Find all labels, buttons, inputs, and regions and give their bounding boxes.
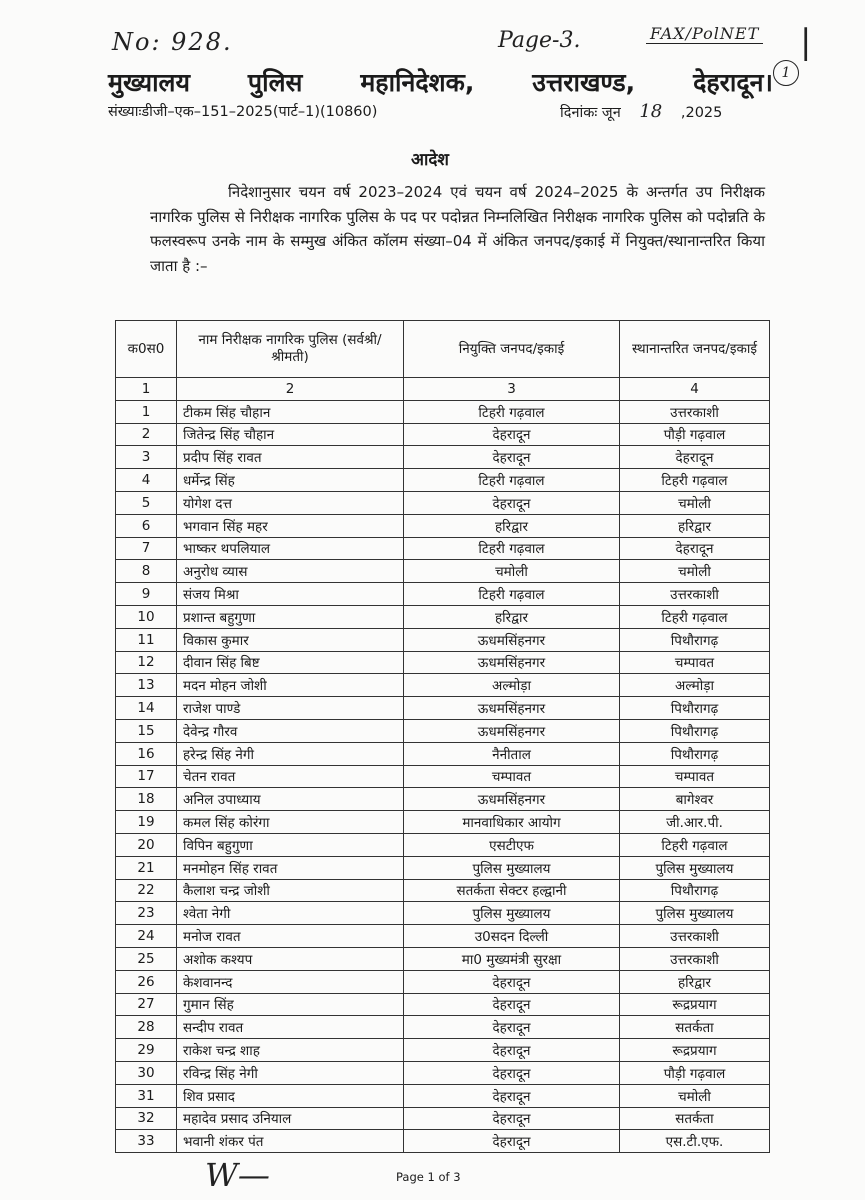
table-row [116, 423, 770, 446]
name-cell: विकास कुमार [177, 628, 404, 651]
title-word: मुख्यालय [108, 68, 191, 97]
order-paragraph: निदेशानुसार चयन वर्ष 2023–2024 एवं चयन वर्ष 2024–2025 के अन्तर्गत उप निरीक्षक नागरिक पुलिस से निरीक्षक नागरिक पुलिस के पद पर पदोन्नत निम्नलिखित निरीक्षक नागरिक पुलिस को पदोन्नति के फलस्वरूप उनके नाम के सम्मुख अंकित कॉलम संख्या–04 में अंकित जनपद/इकाई में नियुक्त/स्थानान्तरित किया जाता है :– [150, 183, 765, 275]
serial-cell: 1 [116, 400, 177, 423]
page-number: Page 1 of 3 [396, 1170, 461, 1184]
appointed-district-cell: देहरादून [404, 1039, 620, 1062]
transferred-district-cell: उत्तरकाशी [620, 583, 770, 606]
transferred-district-cell: रूद्रप्रयाग [620, 1039, 770, 1062]
table-row [116, 628, 770, 651]
name-cell: दीवान सिंह बिष्ट [177, 651, 404, 674]
serial-cell: 29 [116, 1039, 177, 1062]
name-cell: सन्दीप रावत [177, 1016, 404, 1039]
transferred-district-cell: टिहरी गढ़वाल [620, 469, 770, 492]
appointed-district-cell: टिहरी गढ़वाल [404, 400, 620, 423]
transferred-district-cell: पिथौरागढ़ [620, 742, 770, 765]
table-row [116, 605, 770, 628]
table-row [116, 1061, 770, 1084]
table-row [116, 583, 770, 606]
name-cell: जितेन्द्र सिंह चौहान [177, 423, 404, 446]
name-cell: अशोक कश्यप [177, 947, 404, 970]
serial-cell: 6 [116, 514, 177, 537]
table-row [116, 833, 770, 856]
transferred-district-cell: पौड़ी गढ़वाल [620, 423, 770, 446]
name-cell: भगवान सिंह महर [177, 514, 404, 537]
office-title [108, 65, 773, 99]
appointed-district-cell: चमोली [404, 560, 620, 583]
appointed-district-cell: पुलिस मुख्यालय [404, 856, 620, 879]
appointed-district-cell: पुलिस मुख्यालय [404, 902, 620, 925]
name-cell: देवेन्द्र गौरव [177, 719, 404, 742]
transferred-district-cell: पौड़ी गढ़वाल [620, 1061, 770, 1084]
table-row [116, 560, 770, 583]
transferred-district-cell: सतर्कता [620, 1016, 770, 1039]
header-transferred-district: स्थानान्तरित जनपद/इकाई [620, 321, 770, 378]
transferred-district-cell: अल्मोड़ा [620, 674, 770, 697]
serial-cell: 26 [116, 970, 177, 993]
name-cell: भवानी शंकर पंत [177, 1130, 404, 1153]
table-row [116, 1084, 770, 1107]
serial-cell: 24 [116, 925, 177, 948]
appointed-district-cell: देहरादून [404, 1130, 620, 1153]
transferred-district-cell: एस.टी.एफ. [620, 1130, 770, 1153]
serial-cell: 23 [116, 902, 177, 925]
serial-cell: 32 [116, 1107, 177, 1130]
appointed-district-cell: देहरादून [404, 1084, 620, 1107]
appointed-district-cell: मा0 मुख्यमंत्री सुरक्षा [404, 947, 620, 970]
appointed-district-cell: टिहरी गढ़वाल [404, 537, 620, 560]
name-cell: मनोज रावत [177, 925, 404, 948]
transferred-district-cell: हरिद्वार [620, 514, 770, 537]
table-row [116, 1039, 770, 1062]
appointed-district-cell: टिहरी गढ़वाल [404, 469, 620, 492]
serial-cell: 19 [116, 811, 177, 834]
serial-cell: 33 [116, 1130, 177, 1153]
name-cell: राजेश पाण्डे [177, 697, 404, 720]
date-day: 18 [639, 101, 663, 122]
serial-cell: 30 [116, 1061, 177, 1084]
serial-cell: 27 [116, 993, 177, 1016]
index-cell: 2 [177, 378, 404, 401]
table-row [116, 719, 770, 742]
handwritten-page-note: Page-3. [498, 28, 581, 53]
table-row [116, 537, 770, 560]
appointed-district-cell: नैनीताल [404, 742, 620, 765]
name-cell: शिव प्रसाद [177, 1084, 404, 1107]
date-year: ,2025 [680, 105, 723, 121]
handwritten-ref-number: No: 928. [112, 28, 233, 56]
table-row [116, 925, 770, 948]
appointed-district-cell: ऊधमसिंहनगर [404, 697, 620, 720]
name-cell: टीकम सिंह चौहान [177, 400, 404, 423]
serial-cell: 10 [116, 605, 177, 628]
appointed-district-cell: देहरादून [404, 1107, 620, 1130]
transferred-district-cell: उत्तरकाशी [620, 947, 770, 970]
table-row [116, 1016, 770, 1039]
table-row [116, 1107, 770, 1130]
appointed-district-cell: ऊधमसिंहनगर [404, 628, 620, 651]
appointed-district-cell: देहरादून [404, 446, 620, 469]
name-cell: चेतन रावत [177, 765, 404, 788]
serial-cell: 22 [116, 879, 177, 902]
table-row [116, 811, 770, 834]
appointed-district-cell: ऊधमसिंहनगर [404, 651, 620, 674]
name-cell: योगेश दत्त [177, 491, 404, 514]
transferred-district-cell: पुलिस मुख्यालय [620, 902, 770, 925]
transferred-district-cell: पिथौरागढ़ [620, 628, 770, 651]
appointed-district-cell: हरिद्वार [404, 514, 620, 537]
serial-cell: 16 [116, 742, 177, 765]
table-row [116, 970, 770, 993]
serial-cell: 28 [116, 1016, 177, 1039]
appointed-district-cell: अल्मोड़ा [404, 674, 620, 697]
index-cell: 4 [620, 378, 770, 401]
serial-cell: 3 [116, 446, 177, 469]
serial-cell: 7 [116, 537, 177, 560]
serial-cell: 25 [116, 947, 177, 970]
appointed-district-cell: चम्पावत [404, 765, 620, 788]
appointed-district-cell: मानवाधिकार आयोग [404, 811, 620, 834]
appointed-district-cell: देहरादून [404, 993, 620, 1016]
appointed-district-cell: उ0सदन दिल्ली [404, 925, 620, 948]
appointed-district-cell: देहरादून [404, 1016, 620, 1039]
table-row [116, 469, 770, 492]
column-index-row [116, 378, 770, 401]
transferred-district-cell: उत्तरकाशी [620, 925, 770, 948]
name-cell: अनिल उपाध्याय [177, 788, 404, 811]
serial-cell: 31 [116, 1084, 177, 1107]
appointed-district-cell: देहरादून [404, 491, 620, 514]
order-date [560, 101, 722, 122]
table-row [116, 993, 770, 1016]
table-row [116, 400, 770, 423]
transferred-district-cell: पिथौरागढ़ [620, 697, 770, 720]
serial-cell: 2 [116, 423, 177, 446]
table-row [116, 1130, 770, 1153]
name-cell: मनमोहन सिंह रावत [177, 856, 404, 879]
handwritten-mark: | [800, 22, 812, 62]
transferred-district-cell: टिहरी गढ़वाल [620, 833, 770, 856]
serial-cell: 8 [116, 560, 177, 583]
order-heading: आदेश [411, 150, 449, 170]
transferred-district-cell: चमोली [620, 1084, 770, 1107]
table-row [116, 514, 770, 537]
header-appointed-district: नियुक्ति जनपद/इकाई [404, 321, 620, 378]
appointed-district-cell: टिहरी गढ़वाल [404, 583, 620, 606]
handwritten-fax-label: FAX/PolNET [646, 24, 763, 44]
name-cell: मदन मोहन जोशी [177, 674, 404, 697]
transferred-district-cell: चम्पावत [620, 765, 770, 788]
date-label: दिनांकः जून [560, 105, 621, 121]
appointed-district-cell: हरिद्वार [404, 605, 620, 628]
serial-cell: 20 [116, 833, 177, 856]
transferred-district-cell: पिथौरागढ़ [620, 719, 770, 742]
header-name: नाम निरीक्षक नागरिक पुलिस (सर्वश्री/श्रीमती) [177, 321, 404, 378]
name-cell: श्वेता नेगी [177, 902, 404, 925]
name-cell: अनुरोध व्यास [177, 560, 404, 583]
transferred-district-cell: पुलिस मुख्यालय [620, 856, 770, 879]
serial-cell: 11 [116, 628, 177, 651]
name-cell: रविन्द्र सिंह नेगी [177, 1061, 404, 1084]
table-row [116, 742, 770, 765]
table-row [116, 856, 770, 879]
serial-cell: 9 [116, 583, 177, 606]
table-row [116, 788, 770, 811]
table-row [116, 446, 770, 469]
table-header-row [116, 321, 770, 378]
table-row [116, 651, 770, 674]
name-cell: विपिन बहुगुणा [177, 833, 404, 856]
name-cell: धर्मेन्द्र सिंह [177, 469, 404, 492]
name-cell: प्रदीप सिंह रावत [177, 446, 404, 469]
serial-cell: 17 [116, 765, 177, 788]
title-word: पुलिस [247, 68, 303, 97]
name-cell: कमल सिंह कोरंगा [177, 811, 404, 834]
appointed-district-cell: ऊधमसिंहनगर [404, 788, 620, 811]
table-row [116, 902, 770, 925]
serial-cell: 21 [116, 856, 177, 879]
serial-cell: 5 [116, 491, 177, 514]
name-cell: हरेन्द्र सिंह नेगी [177, 742, 404, 765]
name-cell: गुमान सिंह [177, 993, 404, 1016]
transferred-district-cell: टिहरी गढ़वाल [620, 605, 770, 628]
transferred-district-cell: पिथौरागढ़ [620, 879, 770, 902]
transferred-district-cell: चम्पावत [620, 651, 770, 674]
name-cell: कैलाश चन्द्र जोशी [177, 879, 404, 902]
serial-cell: 12 [116, 651, 177, 674]
order-number: संख्याःडीजी–एक–151–2025(पार्ट–1)(10860) [108, 104, 378, 120]
serial-cell: 18 [116, 788, 177, 811]
name-cell: प्रशान्त बहुगुणा [177, 605, 404, 628]
appointed-district-cell: देहरादून [404, 970, 620, 993]
serial-cell: 14 [116, 697, 177, 720]
circled-number: 1 [773, 60, 799, 86]
appointed-district-cell: ऊधमसिंहनगर [404, 719, 620, 742]
name-cell: राकेश चन्द्र शाह [177, 1039, 404, 1062]
signature: W— [205, 1156, 270, 1194]
transferred-district-cell: चमोली [620, 491, 770, 514]
posting-table [115, 320, 770, 1153]
appointed-district-cell: सतर्कता सेक्टर हल्द्वानी [404, 879, 620, 902]
transferred-district-cell: बागेश्वर [620, 788, 770, 811]
title-word: उत्तराखण्ड, [532, 68, 636, 97]
title-word: देहरादून। [693, 68, 773, 97]
serial-cell: 13 [116, 674, 177, 697]
transferred-district-cell: जी.आर.पी. [620, 811, 770, 834]
serial-cell: 15 [116, 719, 177, 742]
transferred-district-cell: हरिद्वार [620, 970, 770, 993]
transferred-district-cell: सतर्कता [620, 1107, 770, 1130]
transferred-district-cell: उत्तरकाशी [620, 400, 770, 423]
transferred-district-cell: रूद्रप्रयाग [620, 993, 770, 1016]
transferred-district-cell: चमोली [620, 560, 770, 583]
index-cell: 3 [404, 378, 620, 401]
table-row [116, 674, 770, 697]
transferred-district-cell: देहरादून [620, 446, 770, 469]
appointed-district-cell: देहरादून [404, 1061, 620, 1084]
name-cell: केशवानन्द [177, 970, 404, 993]
table-row [116, 947, 770, 970]
table-row [116, 765, 770, 788]
header-serial: क0स0 [116, 321, 177, 378]
title-word: महानिदेशक, [360, 68, 475, 97]
appointed-district-cell: एसटीएफ [404, 833, 620, 856]
table-row [116, 697, 770, 720]
table-row [116, 491, 770, 514]
name-cell: संजय मिश्रा [177, 583, 404, 606]
serial-cell: 4 [116, 469, 177, 492]
appointed-district-cell: देहरादून [404, 423, 620, 446]
table-row [116, 879, 770, 902]
name-cell: भाष्कर थपलियाल [177, 537, 404, 560]
index-cell: 1 [116, 378, 177, 401]
name-cell: महादेव प्रसाद उनियाल [177, 1107, 404, 1130]
transferred-district-cell: देहरादून [620, 537, 770, 560]
